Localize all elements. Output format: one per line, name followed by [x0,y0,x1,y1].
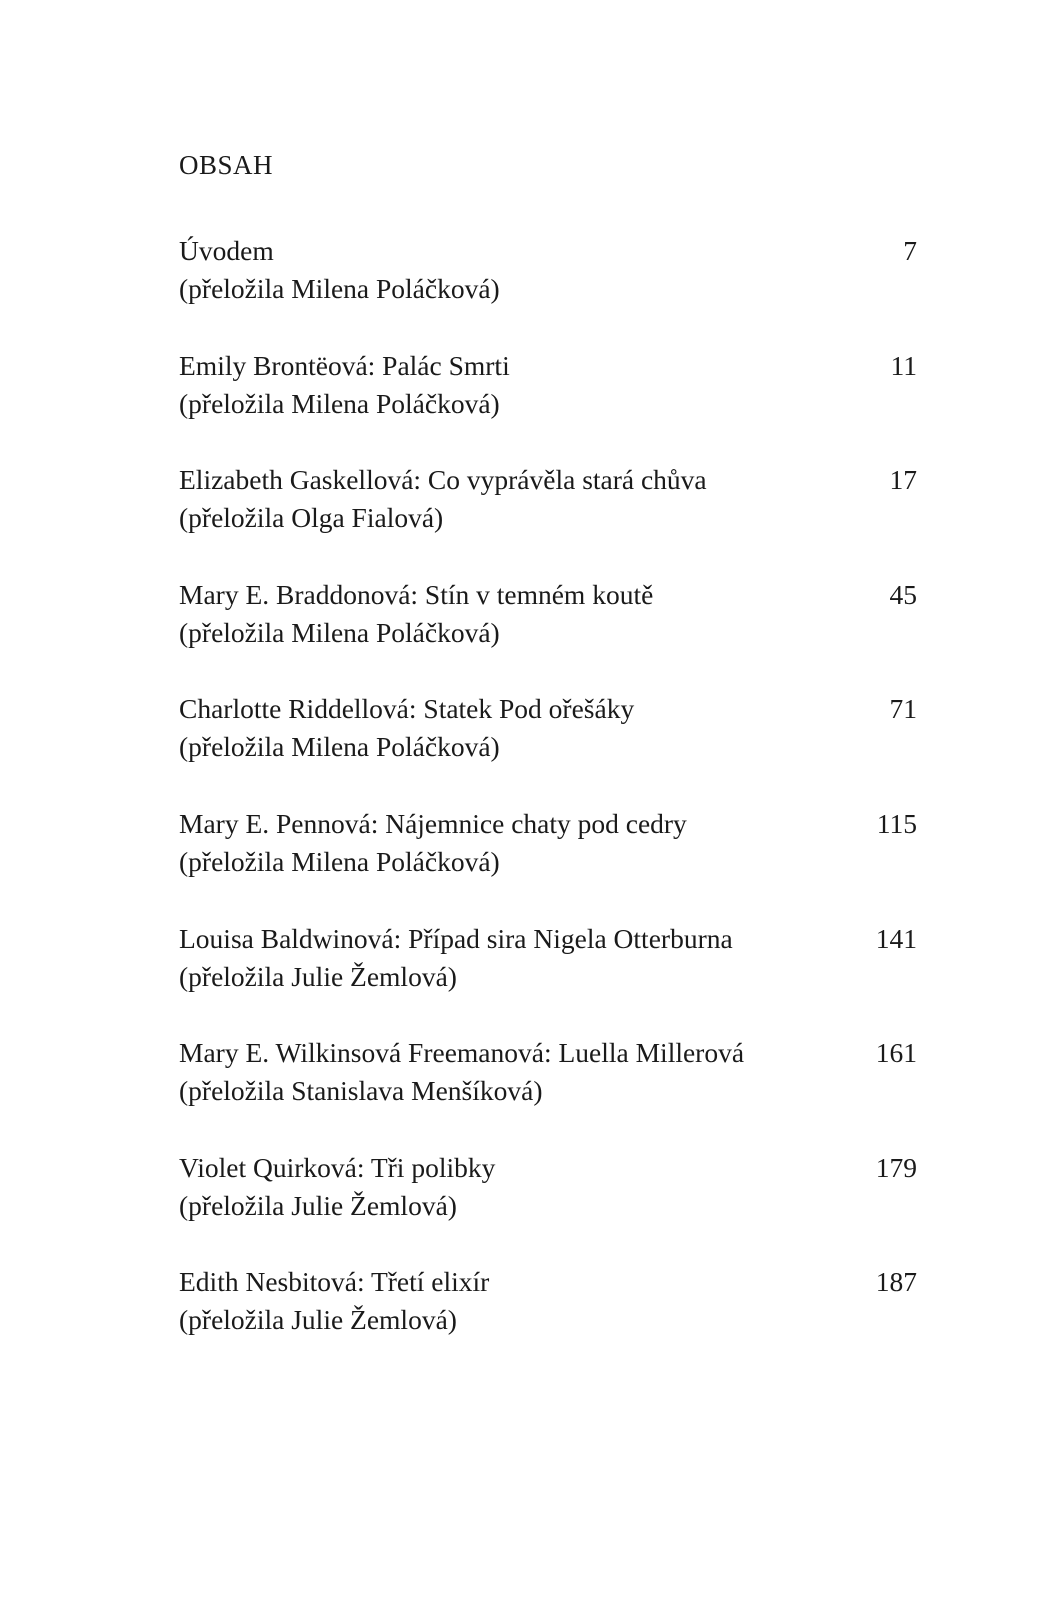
toc-entry [179,347,917,462]
toc-entry [179,1149,917,1264]
toc-entry [179,576,917,691]
page-title: OBSAH [179,150,274,180]
entry-title: Elizabeth Gaskellová: Co vyprávěla stará chůva [179,464,707,496]
entry-title: Edith Nesbitová: Třetí elixír [179,1266,490,1298]
entry-page-number: 179 [875,1151,917,1183]
entry-translator: (přeložila Milena Poláčková) [179,731,500,763]
entry-title: Úvodem [179,235,274,266]
entry-page-number: 17 [889,464,917,496]
entry-translator: (přeložila Julie Žemlová) [179,960,457,992]
entry-page-number: 187 [875,1266,917,1298]
entry-translator: (přeložila Milena Poláčková) [179,273,500,304]
entry-page-number: 7 [903,235,917,266]
entry-translator: (přeložila Milena Poláčková) [179,387,500,419]
entry-page-number: 71 [889,693,917,725]
toc-entry [179,920,917,1035]
toc-entry [179,805,917,920]
entry-page-number: 115 [876,807,917,839]
entry-page-number: 161 [875,1037,917,1069]
entry-translator: (přeložila Julie Žemlová) [179,1304,457,1336]
entry-title: Mary E. Pennová: Nájemnice chaty pod cedry [179,807,687,839]
entry-translator: (přeložila Stanislava Menšíková) [179,1075,543,1107]
entry-title: Emily Brontëová: Palác Smrti [179,349,510,381]
entry-translator: (přeložila Olga Fialová) [179,502,444,534]
entry-translator: (přeložila Julie Žemlová) [179,1189,457,1221]
toc-entry [179,232,917,347]
entry-page-number: 141 [875,922,917,954]
toc-list [179,232,917,1378]
entry-page-number: 11 [890,349,917,381]
entry-translator: (přeložila Milena Poláčková) [179,845,500,877]
entry-title: Violet Quirková: Tři polibky [179,1151,496,1183]
toc-entry [179,1263,917,1378]
entry-translator: (přeložila Milena Poláčková) [179,616,500,648]
entry-title: Mary E. Braddonová: Stín v temném koutě [179,578,654,610]
toc-entry [179,690,917,805]
entry-page-number: 45 [889,578,917,610]
entry-title: Louisa Baldwinová: Případ sira Nigela Otterburna [179,922,733,954]
entry-title: Mary E. Wilkinsová Freemanová: Luella Millerová [179,1037,745,1069]
entry-title: Charlotte Riddellová: Statek Pod ořešáky [179,693,635,725]
toc-entry [179,1034,917,1149]
toc-entry [179,461,917,576]
